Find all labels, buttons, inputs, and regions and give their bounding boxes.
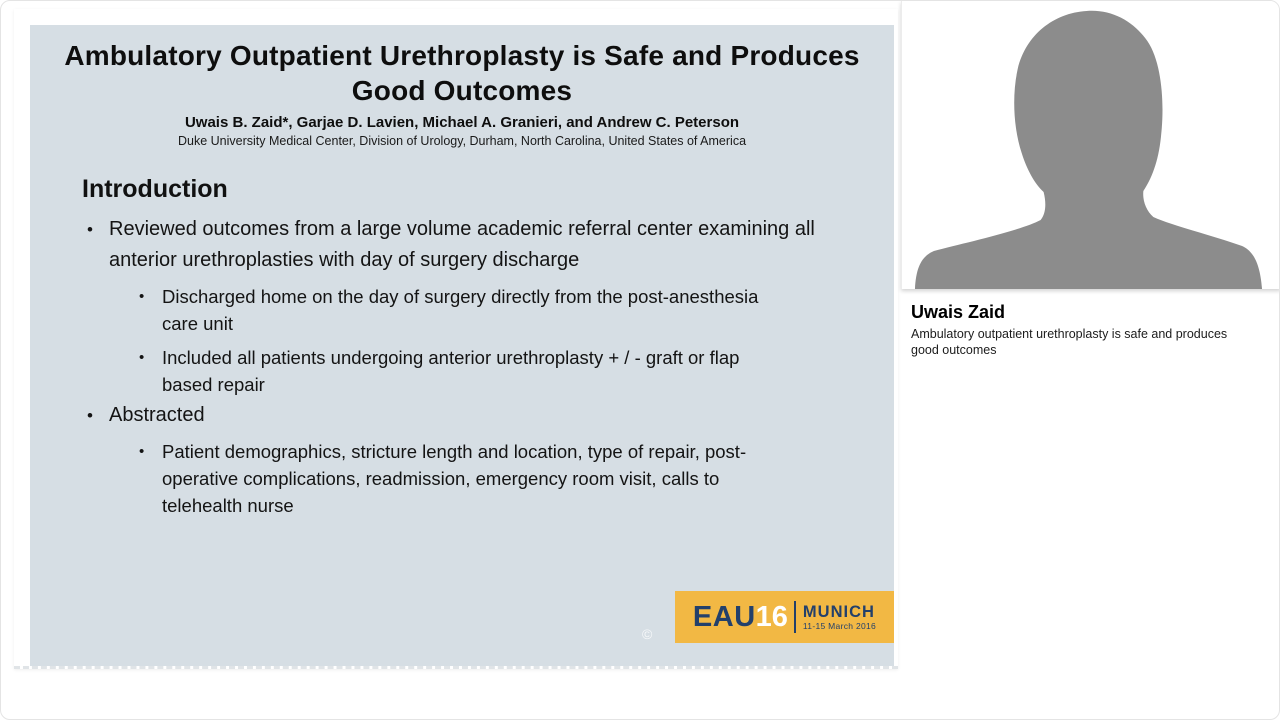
speaker-avatar — [901, 1, 1280, 289]
presentation-slide — [30, 25, 894, 666]
slide-authors: Uwais B. Zaid*, Garjae D. Lavien, Michael A. Granieri, and Andrew C. Peterson — [184, 114, 740, 131]
section-heading: Introduction — [82, 175, 228, 203]
bullet-glyph: • — [139, 349, 145, 366]
eau-logo-city-block — [803, 604, 876, 631]
bullet-item — [30, 283, 894, 337]
eau-logo-dates: 11-15 March 2016 — [802, 621, 877, 631]
bullet-text: Discharged home on the day of surgery directly from the post-anesthesia care unit — [162, 286, 759, 334]
person-silhouette-icon — [902, 1, 1280, 289]
speaker-name: Uwais Zaid — [911, 302, 1006, 322]
eau-logo-city: MUNICH — [802, 602, 875, 621]
slide-header — [30, 25, 894, 148]
bullet-item — [30, 214, 894, 276]
bullet-item — [30, 438, 894, 519]
slide-card — [14, 9, 898, 669]
bullet-item — [30, 344, 894, 398]
bullet-glyph: • — [87, 406, 93, 425]
bullet-glyph: • — [139, 443, 145, 460]
bullet-text: Reviewed outcomes from a large volume academic referral center examining all anterior urethroplasties with day of surgery discharge — [109, 218, 815, 271]
slide-affiliation: Duke University Medical Center, Division of Urology, Durham, North Carolina, United States of America — [177, 134, 747, 148]
eau-logo-brand: EAU — [692, 600, 756, 633]
slide-title: Ambulatory Outpatient Urethroplasty is Safe and Produces Good Outcomes — [64, 40, 860, 106]
bullet-text: Abstracted — [109, 404, 205, 426]
speaker-info — [911, 300, 1261, 358]
bullet-item — [30, 400, 894, 431]
eau-logo-year: 16 — [755, 600, 788, 633]
bullet-text: Patient demographics, stricture length and location, type of repair, post-operative complications, readmission, emergency room visit, calls to telehealth nurse — [162, 441, 747, 516]
copyright-icon: © — [642, 626, 653, 642]
bullet-glyph: • — [139, 288, 145, 305]
speaker-talk-title: Ambulatory outpatient urethroplasty is safe and produces good outcomes — [911, 327, 1228, 357]
bullet-glyph: • — [87, 220, 93, 239]
bullet-text: Included all patients undergoing anterior urethroplasty + / - graft or flap based repair — [162, 347, 740, 395]
bullet-list — [30, 214, 894, 519]
eau-logo-divider — [794, 601, 796, 633]
eau16-munich-logo — [675, 591, 894, 643]
